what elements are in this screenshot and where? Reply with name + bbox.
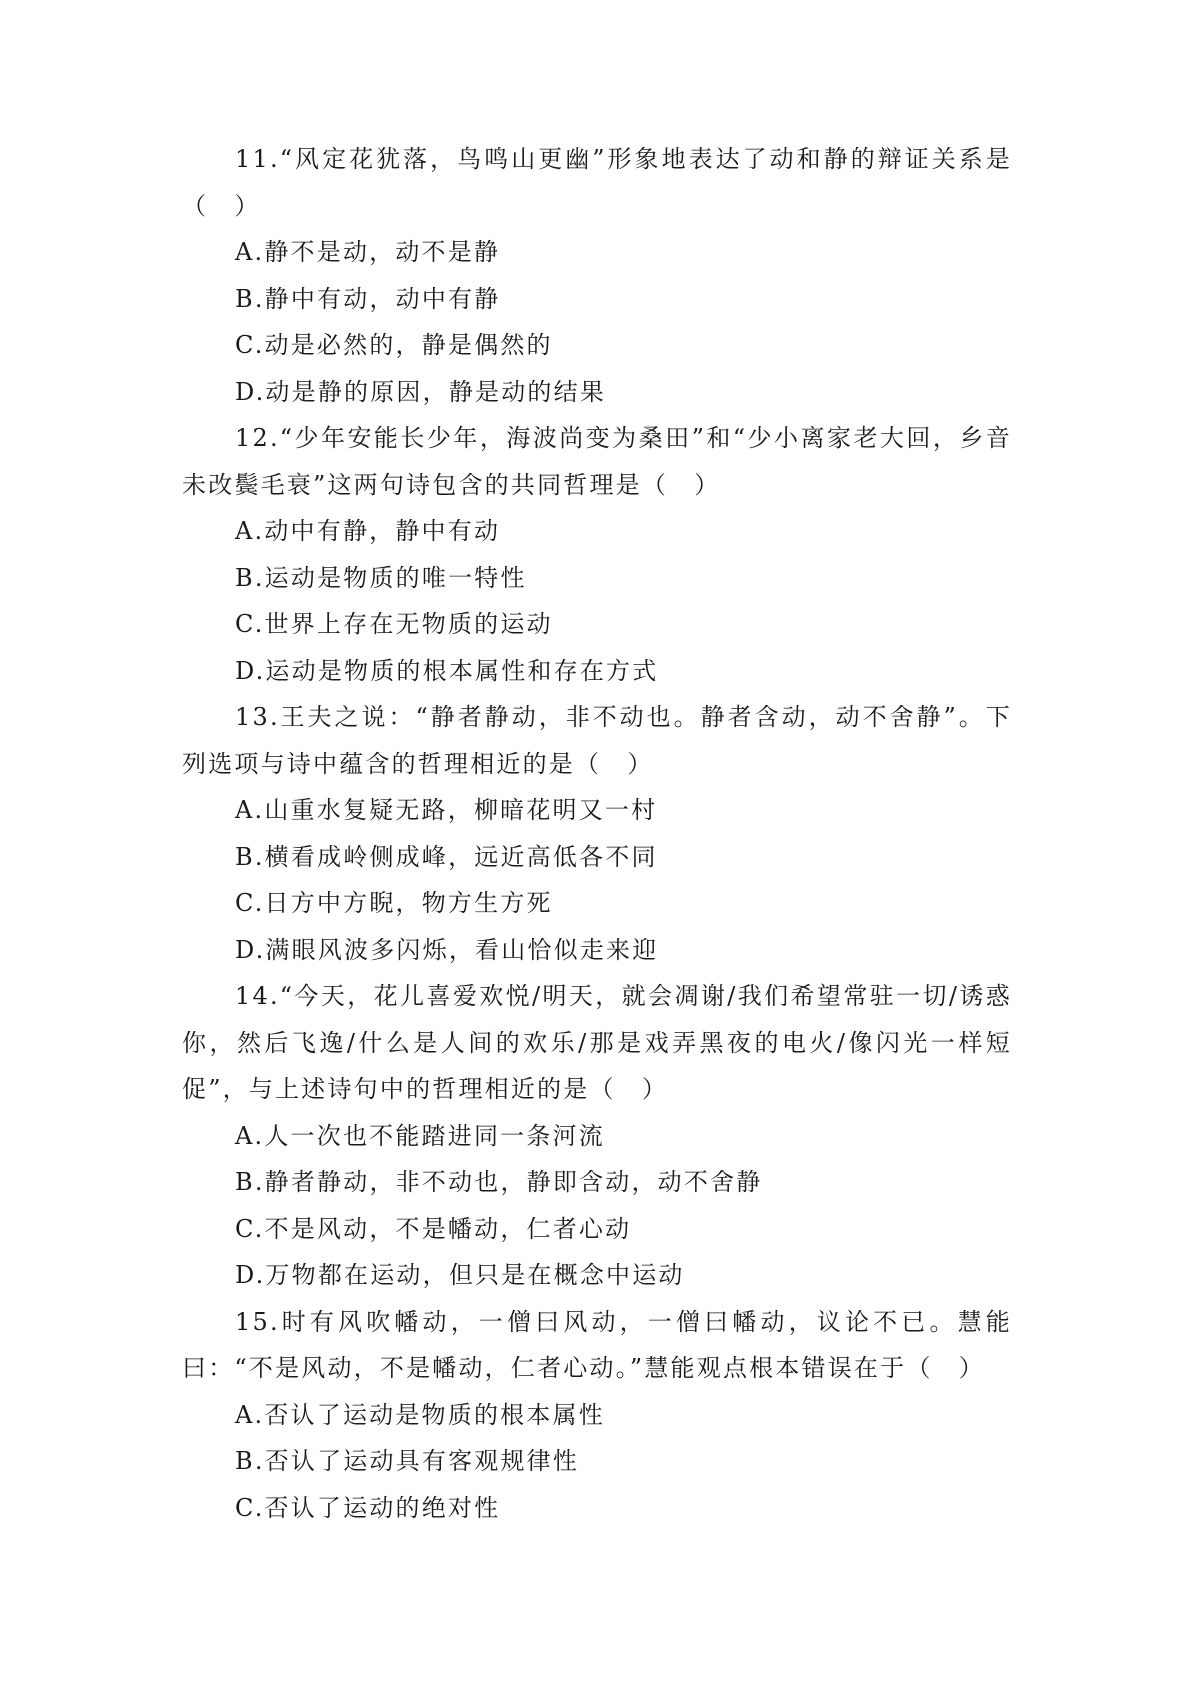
option-b: B.否认了运动具有客观规律性 bbox=[235, 1447, 580, 1475]
option-b: B.静者静动，非不动也，静即含动，动不舍静 bbox=[235, 1168, 763, 1196]
question-13 bbox=[182, 694, 1012, 973]
option-c: C.日方中方睨，物方生方死 bbox=[235, 889, 553, 917]
option-b: B.运动是物质的唯一特性 bbox=[235, 563, 527, 592]
option-b: B.横看成岭侧成峰，远近高低各不同 bbox=[235, 842, 658, 871]
option-a: A.静不是动，动不是静 bbox=[235, 238, 501, 266]
option-d: D.满眼风波多闪烁，看山恰似走来迎 bbox=[235, 935, 659, 964]
option-d: D.万物都在运动，但只是在概念中运动 bbox=[235, 1261, 685, 1289]
question-stem: 11.“风定花犹落，鸟鸣山更幽”形象地表达了动和静的辩证关系是（ ） bbox=[182, 145, 1012, 220]
question-stem: 13.王夫之说：“静者静动，非不动也。静者含动，动不舍静”。下列选项与诗中蕴含的哲理相近的是（ ） bbox=[182, 703, 1012, 778]
option-c: C.否认了运动的绝对性 bbox=[235, 1493, 501, 1522]
option-d: D.动是静的原因，静是动的结果 bbox=[235, 377, 607, 406]
question-stem: 14.“今天，花儿喜爱欢悦/明天，就会凋谢/我们希望常驻一切/诱惑你，然后飞逸/什么是人间的欢乐/那是戏弄黑夜的电火/像闪光一样短促”，与上述诗句中的哲理相近的是（ ） bbox=[182, 982, 1012, 1103]
option-c: C.动是必然的，静是偶然的 bbox=[235, 331, 553, 359]
option-a: A.动中有静，静中有动 bbox=[235, 517, 501, 545]
question-15 bbox=[182, 1299, 1012, 1532]
option-a: A.山重水复疑无路，柳暗花明又一村 bbox=[235, 796, 658, 824]
option-b: B.静中有动，动中有静 bbox=[235, 284, 501, 313]
question-stem: 12.“少年安能长少年，海波尚变为桑田”和“少小离家老大回，乡音未改鬓毛衰”这两句诗包含的共同哲理是（ ） bbox=[182, 424, 1012, 499]
option-c: C.不是风动，不是幡动，仁者心动 bbox=[235, 1214, 632, 1243]
question-stem: 15.时有风吹幡动，一僧曰风动，一僧曰幡动，议论不已。慧能曰：“不是风动，不是幡动，仁者心动。”慧能观点根本错误在于（ ） bbox=[182, 1307, 1012, 1382]
question-11 bbox=[182, 136, 1012, 415]
option-a: A.否认了运动是物质的根本属性 bbox=[235, 1400, 605, 1429]
question-12 bbox=[182, 415, 1012, 694]
option-d: D.运动是物质的根本属性和存在方式 bbox=[235, 656, 659, 685]
question-list bbox=[182, 136, 1012, 1531]
option-a: A.人一次也不能踏进同一条河流 bbox=[235, 1121, 605, 1150]
option-c: C.世界上存在无物质的运动 bbox=[235, 610, 553, 638]
question-14 bbox=[182, 973, 1012, 1299]
